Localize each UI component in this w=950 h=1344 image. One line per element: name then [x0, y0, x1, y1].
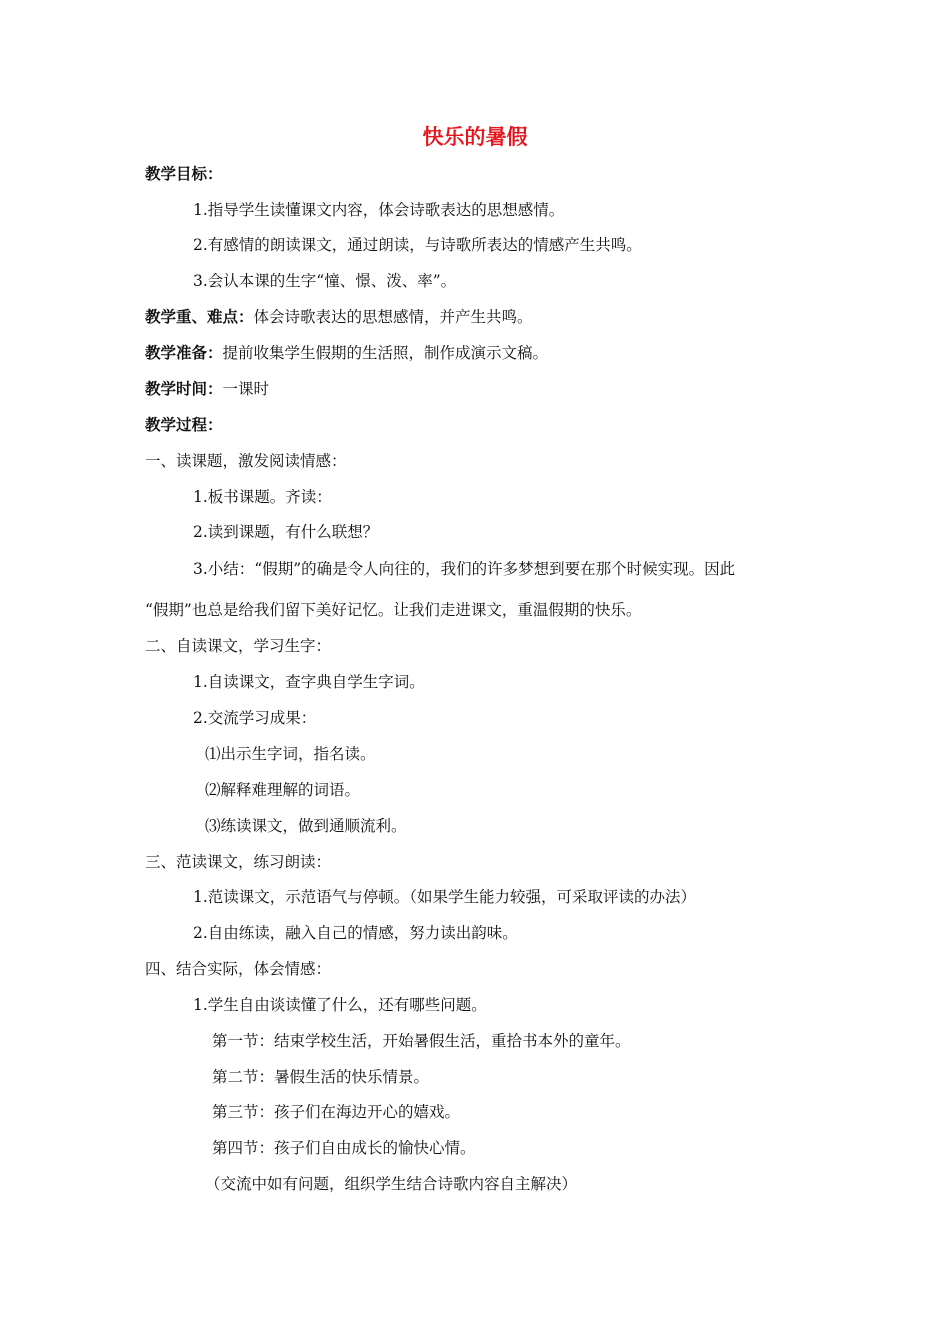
objective-item: 1.指导学生读懂课文内容，体会诗歌表达的思想感情。 — [193, 201, 565, 219]
section-subitem: ⑴出示生字词，指名读。 — [205, 745, 376, 763]
time-label: 教学时间： — [145, 380, 223, 398]
time-line — [145, 377, 269, 401]
section-item: 2.交流学习成果： — [193, 709, 317, 727]
preparation-text: 提前收集学生假期的生活照，制作成演示文稿。 — [222, 344, 549, 362]
section-subitem: ⑵解释难理解的词语。 — [205, 781, 361, 799]
objective-item: 3.会认本课的生字“憧、憬、泼、率”。 — [193, 272, 457, 290]
section-item-continuation: “假期”也总是给我们留下美好记忆。让我们走进课文，重温假期的快乐。 — [145, 601, 642, 619]
preparation-line — [145, 341, 548, 365]
section-item: 3.小结：“假期”的确是令人向往的，我们的许多梦想到要在那个时候实现。因此 — [193, 560, 736, 578]
time-text: 一课时 — [222, 380, 270, 398]
section-item: 1.板书课题。齐读： — [193, 488, 332, 506]
document-title: 快乐的暑假 — [422, 125, 528, 149]
section-subitem: ⑶练读课文，做到通顺流利。 — [205, 817, 407, 835]
section-item: 1.自读课文，查字典自学生字词。 — [193, 673, 425, 691]
process-heading: 教学过程： — [145, 416, 223, 434]
section-item: 2.读到课题，有什么联想？ — [193, 523, 379, 541]
objective-item: 2.有感情的朗读课文，通过朗读，与诗歌所表达的情感产生共鸣。 — [193, 236, 642, 254]
preparation-label: 教学准备： — [145, 344, 223, 362]
discussion-note: （交流中如有问题，组织学生结合诗歌内容自主解决） — [205, 1175, 578, 1193]
stanza-summary: 第二节：暑假生活的快乐情景。 — [212, 1068, 430, 1086]
section-title: 一、读课题，激发阅读情感： — [145, 452, 347, 470]
stanza-summary: 第三节：孩子们在海边开心的嬉戏。 — [212, 1103, 461, 1121]
section-title: 四、结合实际，体会情感： — [145, 960, 332, 978]
section-item: 2.自由练读，融入自己的情感，努力读出韵味。 — [193, 924, 518, 942]
key-points-line — [145, 305, 533, 329]
stanza-summary: 第一节：结束学校生活，开始暑假生活，重拾书本外的童年。 — [212, 1032, 631, 1050]
section-title: 三、范读课文，练习朗读： — [145, 853, 332, 871]
section-title: 二、自读课文，学习生字： — [145, 637, 332, 655]
key-points-label: 教学重、难点： — [145, 308, 254, 326]
key-points-text: 体会诗歌表达的思想感情，并产生共鸣。 — [253, 308, 533, 326]
section-item: 1.范读课文，示范语气与停顿。（如果学生能力较强，可采取评读的办法） — [193, 888, 697, 906]
section-item: 1.学生自由谈读懂了什么，还有哪些问题。 — [193, 996, 487, 1014]
objectives-heading: 教学目标： — [145, 165, 223, 183]
stanza-summary: 第四节：孩子们自由成长的愉快心情。 — [212, 1139, 476, 1157]
